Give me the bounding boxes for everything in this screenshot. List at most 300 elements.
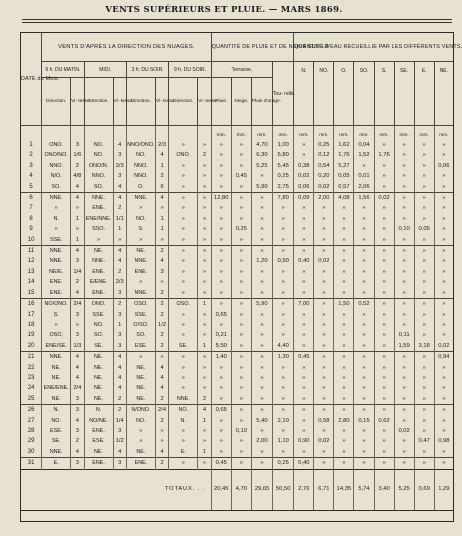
wind-speed-cell: 1/4	[71, 267, 84, 277]
amount-cell: »	[251, 277, 272, 287]
amount-cell: 0,02	[294, 171, 314, 181]
wind-speed-cell: »	[155, 352, 168, 363]
direction-header: Direction.	[84, 78, 113, 126]
amount-cell: »	[434, 277, 453, 287]
amount-cell: »	[434, 140, 453, 150]
table-row	[21, 277, 454, 287]
wind-direction-cell: »	[169, 310, 198, 320]
wind-direction-cell: »	[126, 277, 155, 287]
amount-cell: 0,40	[294, 458, 314, 469]
wind-direction-cell: »	[169, 140, 198, 150]
amount-cell: »	[334, 267, 354, 277]
amount-cell: »	[334, 447, 354, 458]
amount-cell: »	[231, 352, 251, 363]
amount-cell: »	[374, 214, 394, 224]
amount-cell: 0,57	[334, 182, 354, 193]
wind-speed-cell: 2/3	[113, 277, 126, 287]
amount-cell: »	[414, 182, 434, 193]
amount-cell: »	[231, 299, 251, 310]
wind-direction-cell: NO/ONO.	[42, 299, 71, 310]
wind-direction-cell: NNE.	[42, 352, 71, 363]
wind-direction-cell: NE.	[84, 394, 113, 405]
totals-row	[21, 469, 454, 510]
amount-cell: 0,15	[354, 416, 374, 426]
direction-header: Direction.	[126, 78, 155, 126]
wind-direction-cell: NNE.	[126, 288, 155, 299]
amount-cell: »	[314, 373, 334, 383]
amount-cell: 0,38	[294, 161, 314, 171]
wind-speed-cell: 3	[113, 150, 126, 160]
amount-cell: »	[414, 214, 434, 224]
amount-cell: 7,80	[273, 193, 294, 204]
table-row	[21, 214, 454, 224]
wind-speed-cell: 1	[198, 416, 211, 426]
amount-cell: »	[414, 246, 434, 257]
wind-so-header: SO.	[354, 62, 374, 126]
amount-cell: »	[334, 458, 354, 469]
amount-cell: »	[211, 203, 231, 213]
wind-direction-cell: NE.	[42, 394, 71, 405]
wind-speed-cell: »	[198, 426, 211, 436]
wind-direction-cell: NE.	[84, 246, 113, 257]
amount-cell: »	[294, 150, 314, 160]
amount-cell: »	[334, 256, 354, 266]
wind-direction-cell: OSO.	[42, 330, 71, 340]
table-row	[21, 310, 454, 320]
wind-speed-cell: 1/2	[113, 436, 126, 446]
amount-cell: »	[434, 373, 453, 383]
wind-speed-cell: 2	[198, 394, 211, 405]
amount-cell: »	[334, 341, 354, 352]
wind-direction-cell: »	[42, 203, 71, 213]
amount-cell: »	[334, 394, 354, 405]
table-row	[21, 267, 454, 277]
wind-speed-cell: 2	[71, 436, 84, 446]
amount-cell: »	[231, 320, 251, 330]
amount-cell: »	[394, 299, 414, 310]
wind-speed-cell: »	[198, 246, 211, 257]
wind-direction-cell: NO.	[42, 416, 71, 426]
amount-cell: »	[394, 320, 414, 330]
wind-speed-cell: 1/2	[155, 320, 168, 330]
wind-direction-cell: NE.	[126, 363, 155, 373]
amount-cell: »	[374, 161, 394, 171]
amount-cell: »	[394, 246, 414, 257]
amount-cell: »	[414, 363, 434, 373]
amount-cell: »	[211, 416, 231, 426]
unit-label: mm.	[334, 126, 354, 141]
amount-cell: 0,04	[354, 140, 374, 150]
wind-direction-cell: ESE.	[126, 341, 155, 352]
wind-speed-cell: »	[198, 320, 211, 330]
wind-direction-cell: NE.	[84, 363, 113, 373]
amount-cell: »	[374, 277, 394, 287]
amount-cell: »	[434, 363, 453, 373]
amount-cell: »	[394, 150, 414, 160]
amount-cell: »	[354, 161, 374, 171]
wind-direction-cell: NE.	[126, 447, 155, 458]
wind-direction-cell: »	[126, 436, 155, 446]
wind-speed-cell: »	[155, 436, 168, 446]
table-row	[21, 140, 454, 150]
amount-cell: »	[231, 256, 251, 266]
amount-cell: »	[334, 277, 354, 287]
wind-speed-cell: 1	[71, 214, 84, 224]
amount-cell: »	[334, 214, 354, 224]
wind-direction-cell: »	[169, 182, 198, 193]
total-cell: 2,76	[294, 469, 314, 510]
amount-cell: »	[314, 405, 334, 416]
amount-cell: »	[394, 310, 414, 320]
total-cell: 6,71	[314, 469, 334, 510]
table-row	[21, 299, 454, 310]
amount-cell: »	[414, 267, 434, 277]
amount-cell: »	[354, 394, 374, 405]
amount-cell: »	[414, 405, 434, 416]
wind-direction-cell: ONO.	[42, 140, 71, 150]
amount-cell: 0,02	[314, 256, 334, 266]
amount-cell: 2,06	[354, 182, 374, 193]
amount-cell: 5,40	[251, 416, 272, 426]
amount-cell: »	[374, 405, 394, 416]
total-cell: 3,40	[374, 469, 394, 510]
amount-cell: 3,18	[414, 341, 434, 352]
amount-cell: »	[334, 246, 354, 257]
amount-cell: »	[273, 203, 294, 213]
amount-cell: »	[414, 288, 434, 299]
totals-label: TOTAUX. . .	[21, 469, 212, 510]
wind-speed-cell: 4	[113, 373, 126, 383]
amount-cell: »	[414, 277, 434, 287]
wind-direction-cell: NNE.	[126, 256, 155, 266]
total-cell: 50,50	[273, 469, 294, 510]
unit-label: mm.	[294, 126, 314, 141]
wind-direction-cell: NE.	[84, 447, 113, 458]
amount-cell: »	[414, 320, 434, 330]
wind-speed-cell: 1/6	[71, 150, 84, 160]
amount-cell: »	[294, 447, 314, 458]
amount-cell: »	[394, 256, 414, 266]
amount-cell: »	[273, 320, 294, 330]
wind-speed-cell: »	[198, 330, 211, 340]
amount-cell: »	[314, 214, 334, 224]
wind-direction-cell: »	[169, 224, 198, 234]
amount-cell: »	[273, 299, 294, 310]
amount-cell: 0,02	[314, 182, 334, 193]
wind-direction-cell: SE.	[169, 341, 198, 352]
wind-speed-cell: 3	[113, 458, 126, 469]
wind-speed-cell: 2	[155, 299, 168, 310]
wind-speed-cell: 4	[155, 383, 168, 393]
wind-speed-cell: 3	[113, 426, 126, 436]
amount-cell: »	[314, 235, 334, 246]
amount-cell: »	[211, 256, 231, 266]
wind-se-header: SE.	[394, 62, 414, 126]
amount-cell: »	[434, 256, 453, 266]
amount-cell: »	[414, 383, 434, 393]
amount-cell: »	[394, 405, 414, 416]
wind-direction-cell: SSE.	[126, 310, 155, 320]
amount-cell: »	[231, 363, 251, 373]
amount-cell: »	[374, 224, 394, 234]
wind-speed-cell: 2	[155, 341, 168, 352]
day-cell: 5	[21, 182, 42, 193]
speed-header: Vi- tesse.	[198, 78, 211, 126]
amount-cell: »	[334, 320, 354, 330]
amount-cell: »	[414, 140, 434, 150]
wind-direction-cell: NO/NE.	[84, 416, 113, 426]
wind-direction-cell: OSO.	[126, 299, 155, 310]
wind-direction-cell: SO.	[42, 182, 71, 193]
amount-cell: 5,25	[251, 161, 272, 171]
wind-speed-cell: 1/1	[113, 214, 126, 224]
amount-cell: »	[374, 383, 394, 393]
amount-cell: »	[314, 352, 334, 363]
amount-cell: »	[414, 310, 434, 320]
amount-cell: »	[334, 203, 354, 213]
amount-cell: »	[251, 193, 272, 204]
amount-cell: »	[354, 235, 374, 246]
wind-speed-cell: 4	[71, 246, 84, 257]
amount-cell: »	[334, 436, 354, 446]
amount-cell: 2,00	[314, 193, 334, 204]
wind-ne-header: NE.	[434, 62, 453, 126]
amount-cell: »	[374, 235, 394, 246]
wind-direction-cell: »	[169, 161, 198, 171]
amount-cell: 5,90	[251, 182, 272, 193]
amount-cell: »	[231, 383, 251, 393]
wind-direction-cell: »	[126, 203, 155, 213]
amount-cell: »	[294, 383, 314, 393]
wind-speed-cell: 2/4	[155, 405, 168, 416]
table-row	[21, 288, 454, 299]
wind-direction-cell: »	[169, 352, 198, 363]
title-rule	[22, 22, 452, 23]
total-cell: 5,25	[394, 469, 414, 510]
wind-speed-cell: 4	[113, 363, 126, 373]
amount-cell: »	[434, 416, 453, 426]
amount-cell: »	[354, 447, 374, 458]
table-row	[21, 193, 454, 204]
amount-cell: »	[334, 352, 354, 363]
amount-cell: »	[314, 310, 334, 320]
amount-cell: 0,62	[374, 416, 394, 426]
wind-direction-cell: NO.	[84, 320, 113, 330]
unit-label: mm.	[251, 126, 272, 141]
wind-direction-cell: ENE.	[42, 288, 71, 299]
wind-speed-cell: 3	[113, 341, 126, 352]
wind-direction-cell: NNE.	[84, 256, 113, 266]
wind-speed-cell: 1	[113, 224, 126, 234]
amount-cell: »	[394, 203, 414, 213]
amount-cell: »	[394, 161, 414, 171]
wind-speed-cell: 4	[113, 182, 126, 193]
amount-cell: 0,25	[273, 458, 294, 469]
speed-header: Vi- tesse.	[71, 78, 84, 126]
wind-direction-cell: ENE.	[84, 267, 113, 277]
amount-cell: 1,76	[374, 150, 394, 160]
table-row	[21, 426, 454, 436]
amount-cell: »	[231, 330, 251, 340]
amount-cell: »	[211, 150, 231, 160]
table-row	[21, 383, 454, 393]
wind-speed-cell: 4	[71, 373, 84, 383]
wind-speed-cell: 6	[155, 182, 168, 193]
wind-speed-cell: »	[198, 140, 211, 150]
wind-direction-cell: ONO.	[84, 299, 113, 310]
amount-cell: »	[394, 214, 414, 224]
amount-cell: »	[374, 267, 394, 277]
amount-cell: »	[211, 436, 231, 446]
amount-cell: »	[414, 447, 434, 458]
day-cell: 28	[21, 426, 42, 436]
wind-direction-cell: ONO.	[169, 150, 198, 160]
amount-cell: 0,10	[394, 224, 414, 234]
wind-direction-cell: E.	[42, 458, 71, 469]
day-cell: 12	[21, 256, 42, 266]
amount-cell: 0,45	[294, 352, 314, 363]
amount-cell: »	[211, 299, 231, 310]
wind-speed-cell: 1	[71, 235, 84, 246]
total-cell: 4,70	[231, 469, 251, 510]
amount-cell: »	[334, 330, 354, 340]
day-cell: 11	[21, 246, 42, 257]
wind-direction-cell: ONO/N.	[84, 161, 113, 171]
amount-cell: »	[231, 341, 251, 352]
amount-cell: »	[211, 288, 231, 299]
amount-cell: »	[231, 373, 251, 383]
amount-cell: 0,25	[314, 140, 334, 150]
amount-cell: »	[231, 246, 251, 257]
table-row	[21, 182, 454, 193]
wind-direction-cell: NE.	[84, 383, 113, 393]
amount-cell: »	[211, 383, 231, 393]
amount-cell: »	[374, 299, 394, 310]
rain-header: Pluie.	[211, 78, 231, 126]
wind-direction-cell: NNE.	[126, 193, 155, 204]
amount-cell: »	[251, 320, 272, 330]
amount-cell: »	[231, 182, 251, 193]
amount-cell: 2,80	[334, 416, 354, 426]
table-row	[21, 405, 454, 416]
wind-direction-cell: N.	[42, 214, 71, 224]
amount-cell: »	[251, 288, 272, 299]
direction-header: Direction.	[169, 78, 198, 126]
unit-label: mm.	[314, 126, 334, 141]
amount-cell: »	[334, 383, 354, 393]
table-row	[21, 171, 454, 181]
amount-cell: »	[414, 416, 434, 426]
amount-cell: »	[334, 363, 354, 373]
amount-cell: »	[273, 310, 294, 320]
amount-cell: »	[251, 246, 272, 257]
amount-cell: »	[314, 458, 334, 469]
unit-label: mm.	[394, 126, 414, 141]
amount-cell: »	[314, 363, 334, 373]
amount-cell: »	[394, 363, 414, 373]
wind-direction-cell: »	[169, 235, 198, 246]
wind-direction-cell: ENE.	[84, 458, 113, 469]
amount-cell: »	[374, 288, 394, 299]
amount-cell: »	[294, 224, 314, 234]
amount-cell: »	[314, 203, 334, 213]
amount-cell: »	[273, 214, 294, 224]
amount-cell: »	[414, 193, 434, 204]
wind-direction-cell: »	[126, 352, 155, 363]
amount-cell: »	[334, 405, 354, 416]
amount-cell: »	[294, 140, 314, 150]
amount-cell: »	[394, 383, 414, 393]
amount-cell: »	[231, 203, 251, 213]
amount-cell: 2,10	[273, 416, 294, 426]
amount-cell: »	[294, 426, 314, 436]
amount-cell: »	[211, 214, 231, 224]
amount-cell: »	[414, 394, 434, 405]
amount-cell: »	[414, 373, 434, 383]
snow-header: Neige.	[231, 78, 251, 126]
wind-speed-cell: 1	[198, 299, 211, 310]
speed-header: Vi- tesse.	[155, 78, 168, 126]
wind-speed-cell: »	[198, 171, 211, 181]
afternoon-3h-header: 3 h. DU SOIR.	[126, 62, 168, 78]
morning-9h-header: 9 h. DU MATIN.	[42, 62, 84, 78]
wind-speed-cell: »	[198, 458, 211, 469]
evening-9h-header: 9 h. DU SOIR.	[169, 62, 211, 78]
amount-cell: »	[354, 458, 374, 469]
amount-cell: »	[231, 267, 251, 277]
table-row	[21, 246, 454, 257]
wind-direction-cell: »	[42, 320, 71, 330]
amount-cell: 0,65	[211, 310, 231, 320]
amount-cell: »	[394, 182, 414, 193]
amount-cell: »	[211, 161, 231, 171]
wind-speed-cell: 1	[155, 224, 168, 234]
amount-cell: 0,10	[231, 426, 251, 436]
amount-cell: »	[273, 330, 294, 340]
table-row	[21, 436, 454, 446]
day-cell: 13	[21, 267, 42, 277]
amount-cell: »	[374, 363, 394, 373]
wind-speed-cell: 4/8	[71, 171, 84, 181]
wind-direction-cell: NE.	[42, 363, 71, 373]
wind-direction-cell: NO.	[84, 150, 113, 160]
amount-cell: »	[434, 203, 453, 213]
wind-direction-cell: »	[126, 235, 155, 246]
amount-cell: 0,05	[334, 171, 354, 181]
wind-speed-cell: 2	[155, 458, 168, 469]
amount-cell: »	[294, 320, 314, 330]
wind-direction-cell: »	[169, 214, 198, 224]
amount-cell: »	[434, 235, 453, 246]
amount-cell: »	[294, 330, 314, 340]
amount-cell: 5,27	[334, 161, 354, 171]
amount-cell: »	[314, 330, 334, 340]
amount-cell: »	[231, 310, 251, 320]
amount-cell: »	[251, 373, 272, 383]
amount-cell: 0,11	[394, 330, 414, 340]
amount-cell: »	[211, 182, 231, 193]
amount-cell: 0,06	[294, 182, 314, 193]
day-cell: 10	[21, 235, 42, 246]
wind-speed-cell: 1	[155, 214, 168, 224]
amount-cell: »	[354, 383, 374, 393]
amount-cell: »	[314, 246, 334, 257]
table-row	[21, 416, 454, 426]
wind-direction-cell: NO.	[84, 140, 113, 150]
amount-cell: »	[374, 394, 394, 405]
wind-speed-cell: »	[155, 426, 168, 436]
day-cell: 3	[21, 161, 42, 171]
